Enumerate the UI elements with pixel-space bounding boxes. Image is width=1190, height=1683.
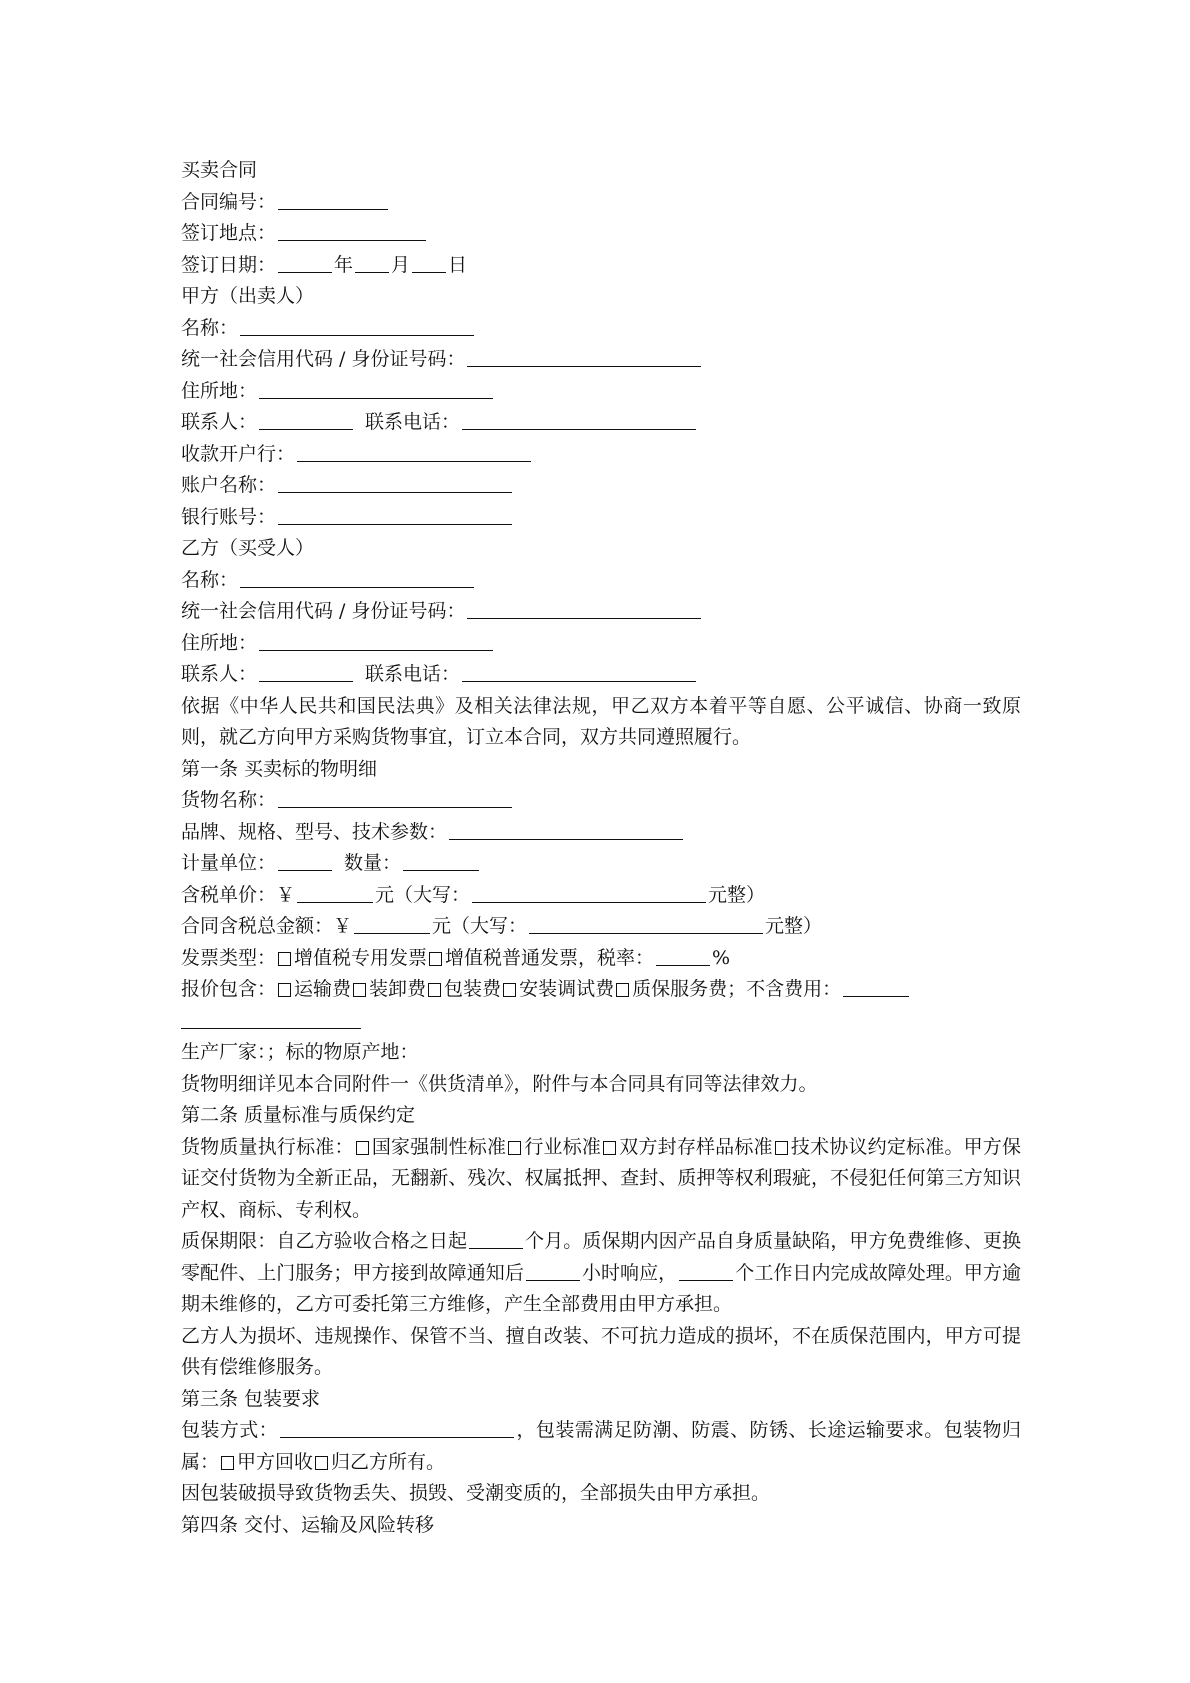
party-b-address-field[interactable] xyxy=(259,630,493,651)
invoice-normal-checkbox[interactable] xyxy=(429,952,442,966)
std-sample-checkbox[interactable] xyxy=(603,1141,616,1155)
total-label: 合同含税总金额：￥ xyxy=(181,915,353,937)
pack-method-field[interactable] xyxy=(280,1417,514,1438)
party-a-name-label: 名称： xyxy=(181,316,239,339)
party-b-credit-label: 统一社会信用代码 / 身份证号码： xyxy=(181,600,466,622)
pack-opt1: 甲方回收 xyxy=(237,1450,314,1473)
excluded-fee-field-2[interactable] xyxy=(181,1008,361,1029)
warranty-d: 个工作日内完成故障处理。甲方逾期未维修的，乙方可委托第三方维修，产生全部费用由甲方承担。 xyxy=(181,1261,1021,1315)
party-a-credit-row xyxy=(181,344,1021,376)
std-opt4: 技术协议约定标准。甲方保证交付货物为全新正品，无翻新、残次、权属抵押、查封、质押等权利瑕疵，不侵犯任何第三方知识产权、商标、专利权。 xyxy=(181,1135,1021,1221)
quote-opt2: 装卸费 xyxy=(369,978,427,1000)
party-a-account-no-row xyxy=(181,502,1021,534)
party-a-address-field[interactable] xyxy=(259,378,493,399)
warranty-paragraph xyxy=(181,1226,1021,1321)
spec-field[interactable] xyxy=(449,819,683,840)
price-row xyxy=(181,880,1021,912)
std-label: 货物质量执行标准： xyxy=(181,1135,354,1158)
std-industry-checkbox[interactable] xyxy=(508,1141,521,1155)
price-words-field[interactable] xyxy=(472,882,706,903)
pack-opt2: 归乙方所有。 xyxy=(331,1450,446,1473)
std-opt3: 双方封存样品标准 xyxy=(619,1135,773,1158)
party-a-account-name-field[interactable] xyxy=(278,472,512,493)
quote-row xyxy=(181,974,1021,1006)
party-a-bank-field[interactable] xyxy=(297,441,531,462)
party-a-address-label: 住所地： xyxy=(181,379,258,402)
party-a-phone-label: 联系电话： xyxy=(365,411,461,433)
warranty-b: 个月。质保期内因产品自身质量缺陷，甲方免费维修、更换零配件、上门服务；甲方接到故障通知后 xyxy=(181,1230,1021,1284)
tax-rate-field[interactable] xyxy=(656,945,710,966)
quote-packing-checkbox[interactable] xyxy=(428,983,441,997)
party-a-heading: 甲方（出卖人） xyxy=(181,285,315,307)
excluded-fee-field[interactable] xyxy=(843,976,909,997)
sign-date-row xyxy=(181,250,1021,282)
party-b-contact-field[interactable] xyxy=(259,661,353,682)
sign-place-row xyxy=(181,218,1021,250)
party-b-phone-label: 联系电话： xyxy=(365,663,461,685)
party-a-credit-field[interactable] xyxy=(467,346,701,367)
party-b-contact-row xyxy=(181,659,1021,691)
quote-warranty-checkbox[interactable] xyxy=(616,983,629,997)
month-label: 月 xyxy=(391,253,411,276)
std-opt2: 行业标准 xyxy=(524,1135,602,1158)
party-a-contact-row xyxy=(181,407,1021,439)
excluded-fee-continuation xyxy=(181,1006,1021,1038)
pack-label: 包装方式： xyxy=(181,1419,279,1441)
article-1-heading: 第一条 买卖标的物明细 xyxy=(181,757,378,780)
response-hours-field[interactable] xyxy=(526,1260,580,1281)
contract-no-field[interactable] xyxy=(278,189,388,210)
quote-opt1: 运输费 xyxy=(294,978,352,1000)
pack-keep-checkbox[interactable] xyxy=(315,1456,328,1470)
goods-detail-row: 货物明细详见本合同附件一《供货清单》，附件与本合同具有同等法律效力。 xyxy=(181,1072,818,1095)
warranty-c: 小时响应， xyxy=(581,1261,678,1284)
unit-label: 计量单位： xyxy=(181,852,277,874)
contract-page xyxy=(181,155,1021,1541)
party-b-credit-field[interactable] xyxy=(467,598,701,619)
quote-label: 报价包含： xyxy=(181,978,277,1000)
party-a-name-row xyxy=(181,313,1021,345)
party-b-name-label: 名称： xyxy=(181,568,239,591)
party-b-heading: 乙方（买受人） xyxy=(181,537,315,559)
party-b-name-field[interactable] xyxy=(240,567,474,588)
repair-days-field[interactable] xyxy=(679,1260,733,1281)
quote-transport-checkbox[interactable] xyxy=(278,983,291,997)
pack-desc: ，包装需满足防潮、防震、防锈、长途运输要求。包装物归属： xyxy=(181,1419,1021,1473)
party-b-address-label: 住所地： xyxy=(181,631,258,654)
std-national-checkbox[interactable] xyxy=(356,1141,369,1155)
party-a-account-no-label: 银行账号： xyxy=(181,505,277,528)
party-b-name-row xyxy=(181,565,1021,597)
invoice-opt2: 增值税普通发票，税率： xyxy=(445,946,655,969)
party-a-name-field[interactable] xyxy=(240,315,474,336)
quote-install-checkbox[interactable] xyxy=(503,983,516,997)
party-b-contact-label: 联系人： xyxy=(181,663,258,685)
std-opt1: 国家强制性标准 xyxy=(371,1135,507,1158)
total-words-field[interactable] xyxy=(529,913,763,934)
invoice-label: 发票类型： xyxy=(181,946,277,969)
party-a-phone-field[interactable] xyxy=(462,409,696,430)
qty-label: 数量： xyxy=(344,852,402,874)
goods-name-row xyxy=(181,785,1021,817)
quote-opt3: 包装费 xyxy=(444,978,502,1000)
party-a-bank-row xyxy=(181,439,1021,471)
warranty-months-field[interactable] xyxy=(469,1228,523,1249)
sign-place-field[interactable] xyxy=(278,220,426,241)
sign-year-field[interactable] xyxy=(278,252,332,273)
intro-paragraph: 依据《中华人民共和国民法典》及相关法律法规，甲乙双方本着平等自愿、公平诚信、协商一致原则，就乙方向甲方采购货物事宜，订立本合同，双方共同遵照履行。 xyxy=(181,694,1021,748)
contract-no-label: 合同编号： xyxy=(181,190,277,213)
day-label: 日 xyxy=(448,253,468,276)
article-3-heading: 第三条 包装要求 xyxy=(181,1387,321,1410)
sign-date-label: 签订日期： xyxy=(181,253,277,276)
party-a-account-no-field[interactable] xyxy=(278,504,512,525)
party-b-address-row xyxy=(181,628,1021,660)
contract-title: 买卖合同 xyxy=(181,159,258,181)
party-a-bank-label: 收款开户行： xyxy=(181,442,296,465)
sign-place-label: 签订地点： xyxy=(181,222,277,244)
quality-standard-paragraph xyxy=(181,1132,1021,1227)
invoice-row xyxy=(181,943,1021,975)
total-mid: 元（大写： xyxy=(432,915,528,937)
total-end: 元整） xyxy=(765,915,823,937)
quote-opt4: 安装调试费 xyxy=(519,978,615,1000)
total-field[interactable] xyxy=(354,913,430,934)
packing-paragraph xyxy=(181,1415,1021,1478)
std-agreement-checkbox[interactable] xyxy=(775,1141,788,1155)
price-mid: 元（大写： xyxy=(375,883,471,906)
price-end: 元整） xyxy=(708,883,766,906)
total-row xyxy=(181,911,1021,943)
party-a-account-name-label: 账户名称： xyxy=(181,474,277,496)
price-label: 含税单价：￥ xyxy=(181,883,296,906)
year-label: 年 xyxy=(334,253,354,276)
price-field[interactable] xyxy=(297,882,373,903)
invoice-special-checkbox[interactable] xyxy=(278,952,291,966)
unit-qty-row xyxy=(181,848,1021,880)
goods-name-field[interactable] xyxy=(278,787,512,808)
unit-field[interactable] xyxy=(278,850,332,871)
maker-origin-row: 生产厂家：；标的物原产地： xyxy=(181,1041,419,1063)
packing-damage-paragraph: 因包装破损导致货物丢失、损毁、受潮变质的，全部损失由甲方承担。 xyxy=(181,1482,771,1504)
quote-handling-checkbox[interactable] xyxy=(353,983,366,997)
goods-name-label: 货物名称： xyxy=(181,789,277,811)
article-4-heading: 第四条 交付、运输及风险转移 xyxy=(181,1513,435,1536)
party-b-credit-row xyxy=(181,596,1021,628)
invoice-opt1: 增值税专用发票 xyxy=(294,946,428,969)
party-a-contact-label: 联系人： xyxy=(181,411,258,433)
quote-opt5: 质保服务费；不含费用： xyxy=(632,978,842,1000)
contract-no-row xyxy=(181,187,1021,219)
spec-label: 品牌、规格、型号、技术参数： xyxy=(181,820,448,843)
warranty-exclusion-paragraph: 乙方人为损坏、违规操作、保管不当、擅自改装、不可抗力造成的损坏，不在质保范围内，甲方可提供有偿维修服务。 xyxy=(181,1324,1021,1378)
party-a-contact-field[interactable] xyxy=(259,409,353,430)
pack-return-checkbox[interactable] xyxy=(221,1456,234,1470)
qty-field[interactable] xyxy=(403,850,479,871)
sign-month-field[interactable] xyxy=(355,252,389,273)
percent-label: % xyxy=(712,946,731,969)
sign-day-field[interactable] xyxy=(412,252,446,273)
warranty-a: 质保期限：自乙方验收合格之日起 xyxy=(181,1230,468,1252)
article-2-heading: 第二条 质量标准与质保约定 xyxy=(181,1104,416,1126)
party-a-account-name-row xyxy=(181,470,1021,502)
party-b-phone-field[interactable] xyxy=(462,661,696,682)
spec-row xyxy=(181,817,1021,849)
party-a-address-row xyxy=(181,376,1021,408)
party-a-credit-label: 统一社会信用代码 / 身份证号码： xyxy=(181,348,466,370)
